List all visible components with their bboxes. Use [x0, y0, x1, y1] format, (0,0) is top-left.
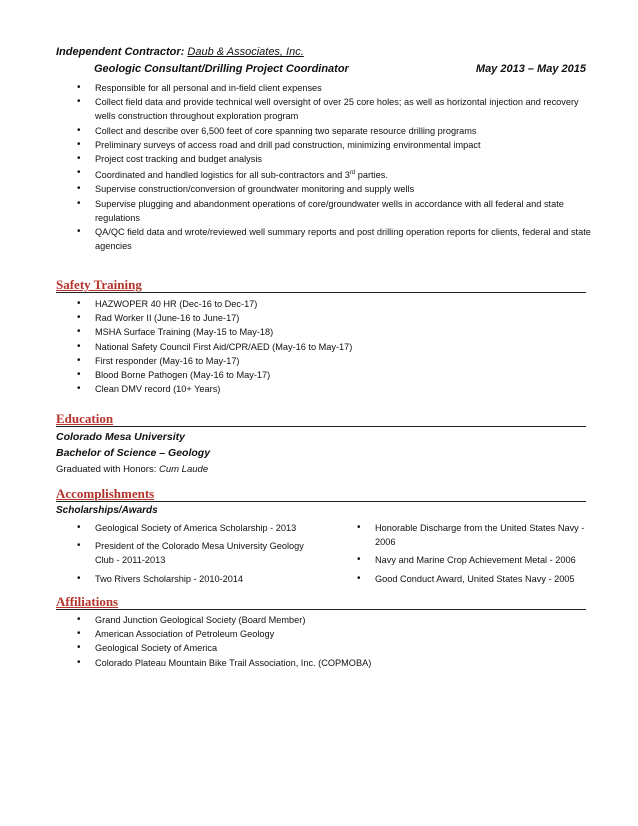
list-item: • Navy and Marine Crop Achievement Metal - 2006 [357, 553, 589, 567]
job-header [56, 46, 304, 58]
list-item: • American Association of Petroleum Geology [77, 627, 577, 641]
section-safety-training [56, 276, 586, 293]
list-item [77, 166, 597, 182]
list-item: • Supervise construction/conversion of groundwater monitoring and supply wells [77, 182, 597, 196]
list-item: • President of the Colorado Mesa University Geology Club - 2011-2013 [77, 539, 315, 567]
list-item: • MSHA Surface Training (May-15 to May-18) [77, 325, 577, 339]
affiliations-list [77, 613, 577, 670]
list-item: • Supervise plugging and abandonment operations of core/groundwater wells in accordance with all federal and state regulations [77, 197, 597, 225]
section-affiliations [56, 593, 586, 610]
list-item: • Blood Borne Pathogen (May-16 to May-17) [77, 368, 577, 382]
list-item: • HAZWOPER 40 HR (Dec-16 to Dec-17) [77, 297, 577, 311]
safety-list [77, 297, 577, 396]
list-item: • Colorado Plateau Mountain Bike Trail Association, Inc. (COPMOBA) [77, 656, 577, 670]
degree: Bachelor of Science – Geology [56, 447, 211, 459]
section-title: Safety Training [56, 277, 142, 292]
awards-left-list [77, 521, 315, 586]
role-title: Geologic Consultant/Drilling Project Coordinator [94, 63, 349, 75]
list-item: • Preliminary surveys of access road and drill pad construction, minimizing environmental impact [77, 138, 597, 152]
section-education [56, 410, 586, 427]
list-item: • National Safety Council First Aid/CPR/AED (May-16 to May-17) [77, 340, 577, 354]
awards-subtitle: Scholarships/Awards [56, 505, 158, 516]
list-item: • Geological Society of America [77, 641, 577, 655]
role-dates: May 2013 – May 2015 [475, 63, 586, 75]
experience-bullets [77, 81, 597, 254]
list-item: • Two Rivers Scholarship - 2010-2014 [77, 572, 315, 586]
section-title: Education [56, 411, 114, 426]
list-item: • Good Conduct Award, United States Navy - 2005 [357, 572, 589, 586]
list-item-text: Coordinated and handled logistics for all sub-contractors and 3rd parties. [95, 170, 388, 181]
list-item: • Collect and describe over 6,500 feet of core spanning two separate resource drilling programs [77, 124, 597, 138]
honors-value: Cum Laude [158, 464, 209, 475]
list-item: • Project cost tracking and budget analysis [77, 152, 597, 166]
list-item: • First responder (May-16 to May-17) [77, 354, 577, 368]
list-item: • Rad Worker II (June-16 to June-17) [77, 311, 577, 325]
awards-right-list [357, 521, 589, 586]
section-title: Affiliations [56, 594, 119, 609]
list-item: • Responsible for all personal and in-field client expenses [77, 81, 597, 95]
honors-prefix: Graduated with Honors: [56, 464, 159, 475]
employer-name: Daub & Associates, Inc. [187, 46, 304, 58]
school-name: Colorado Mesa University [56, 431, 185, 443]
list-item: • Grand Junction Geological Society (Board Member) [77, 613, 577, 627]
list-item: • QA/QC field data and wrote/reviewed well summary reports and post drilling operation reports for clients, federal and state agencies [77, 225, 597, 253]
list-item: • Geological Society of America Scholarship - 2013 [77, 521, 315, 535]
list-item: • Collect field data and provide technical well oversight of over 25 core holes; as well as horizontal injection and recovery wells construction throughout exploration program [77, 95, 597, 123]
list-item: • Clean DMV record (10+ Years) [77, 382, 577, 396]
role-line [94, 63, 586, 75]
list-item: • Honorable Discharge from the United States Navy - 2006 [357, 521, 589, 549]
section-accomplishments [56, 485, 586, 502]
section-title: Accomplishments [56, 486, 155, 501]
honors-line [56, 464, 208, 475]
job-label: Independent Contractor: [56, 46, 185, 58]
